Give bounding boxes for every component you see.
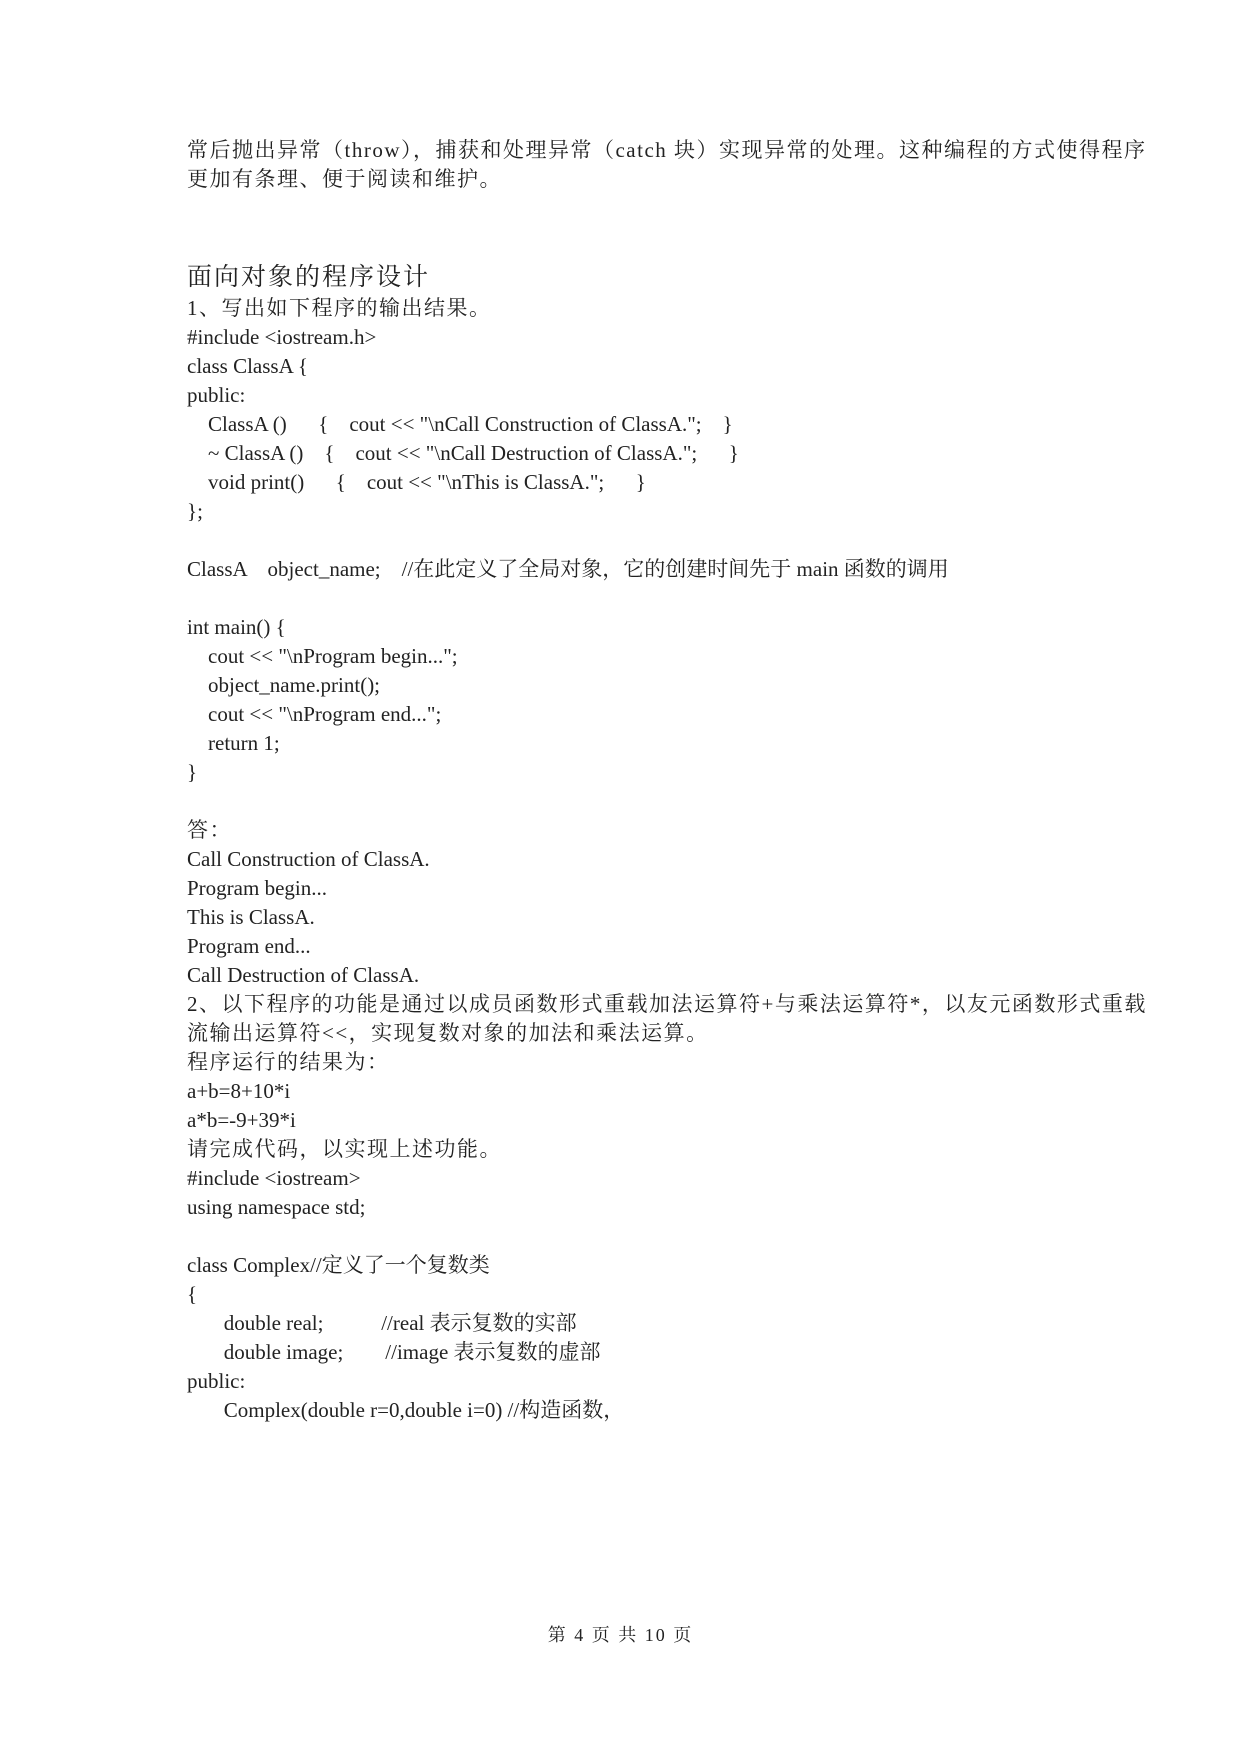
answer-line: Call Construction of ClassA.	[187, 847, 430, 871]
code-line: public:	[187, 383, 246, 407]
code-line: ClassA object_name; //在此定义了全局对象，它的创建时间先于 main 函数的调用	[187, 557, 949, 581]
code-line: return 1;	[187, 731, 280, 755]
code-line: Complex(double r=0,double i=0) //构造函数，	[187, 1398, 625, 1422]
code-line: ClassA () { cout << "\nCall Construction of ClassA."; }	[187, 412, 733, 436]
code-line: }	[187, 760, 198, 784]
code-line: #include <iostream>	[187, 1166, 361, 1190]
answer-line: Program begin...	[187, 876, 327, 900]
intro-paragraph-line: 常后抛出异常（throw），捕获和处理异常（catch 块）实现异常的处理。这种编程的方式使得程序	[187, 138, 1147, 162]
code-line: cout << "\nProgram begin...";	[187, 644, 458, 668]
answer-line: Program end...	[187, 934, 311, 958]
code-line: double real; //real 表示复数的实部	[187, 1311, 577, 1335]
answer-line: This is ClassA.	[187, 905, 315, 929]
result-line: a+b=8+10*i	[187, 1079, 291, 1103]
section-title: 面向对象的程序设计	[187, 264, 431, 291]
code-line: ~ ClassA () { cout << "\nCall Destruction of ClassA."; }	[187, 441, 739, 465]
instruction: 请完成代码，以实现上述功能。	[187, 1137, 502, 1161]
intro-paragraph-line: 更加有条理、便于阅读和维护。	[187, 167, 502, 191]
page-number-footer: 第 4 页 共 10 页	[547, 1625, 694, 1645]
code-line: cout << "\nProgram end...";	[187, 702, 442, 726]
code-line: class Complex//定义了一个复数类	[187, 1253, 490, 1277]
code-line: #include <iostream.h>	[187, 325, 377, 349]
code-line: using namespace std;	[187, 1195, 366, 1219]
code-line: class ClassA {	[187, 354, 308, 378]
question-2-title: 流输出运算符<<，实现复数对象的加法和乘法运算。	[187, 1021, 709, 1045]
code-line: };	[187, 499, 203, 523]
result-line: a*b=-9+39*i	[187, 1108, 296, 1132]
code-line: double image; //image 表示复数的虚部	[187, 1340, 601, 1364]
code-line: {	[187, 1282, 198, 1306]
question-1-title: 1、写出如下程序的输出结果。	[187, 296, 492, 320]
code-line: void print() { cout << "\nThis is ClassA."; }	[187, 470, 646, 494]
answer-line: Call Destruction of ClassA.	[187, 963, 420, 987]
code-line: int main() {	[187, 615, 286, 639]
code-line: object_name.print();	[187, 673, 381, 697]
answer-label: 答：	[187, 818, 232, 842]
question-2-title: 2、以下程序的功能是通过以成员函数形式重载加法运算符+与乘法运算符*，以友元函数形式重载	[187, 992, 1147, 1016]
code-line: public:	[187, 1369, 246, 1393]
result-label: 程序运行的结果为：	[187, 1050, 390, 1074]
